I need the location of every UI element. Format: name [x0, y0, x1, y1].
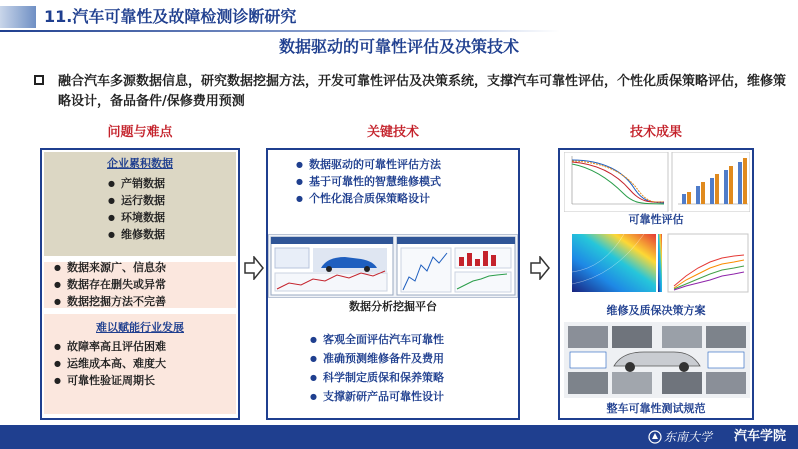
- list-item: ● 数据挖掘方法不完善: [54, 293, 236, 310]
- industry-impact-section: [44, 314, 236, 414]
- col3-heading: 技术成果: [629, 125, 682, 140]
- key-tech-list: [296, 156, 441, 207]
- square-bullet-icon: [34, 75, 44, 85]
- decision-caption: 维修及质保决策方案: [606, 304, 706, 317]
- header-accent: [0, 6, 36, 28]
- list-item: ● 故障率高且评估困难: [54, 338, 236, 355]
- list-item: ● 可靠性验证周期长: [54, 372, 236, 389]
- platform-caption: 数据分析挖掘平台: [349, 300, 437, 313]
- list-item: ● 数据来源广、信息杂: [54, 259, 236, 276]
- slide-subtitle: 数据驱动的可靠性评估及决策技术: [278, 37, 519, 56]
- list-item: ● 数据存在删失或异常: [54, 276, 236, 293]
- intro-text: 融合汽车多源数据信息，研究数据挖掘方法，开发可靠性评估及决策系统，支撑汽车可靠性评估，个性化质保策略评估，维修策略设计，备品备件/保修费用预测: [58, 74, 787, 109]
- list-item: ● 准确预测维修备件及费用: [310, 349, 444, 368]
- header-divider: [0, 30, 560, 32]
- sec2-list: [54, 259, 236, 310]
- list-item: ● 运行数据: [108, 192, 236, 209]
- outcomes-list: [310, 330, 444, 406]
- data-issues-section: [44, 262, 236, 308]
- sec1-list: [108, 175, 236, 243]
- list-item: ● 产销数据: [108, 175, 236, 192]
- sec3-title: 难以赋能行业发展: [96, 321, 184, 334]
- vehicle-test-photos: [564, 322, 750, 398]
- reliability-charts-image: [564, 152, 750, 212]
- platform-screenshot: [268, 234, 518, 298]
- list-item: ● 运维成本高、难度大: [54, 355, 236, 372]
- page-title: 11.汽车可靠性及故障检测诊断研究: [44, 7, 297, 26]
- right-arrow-icon: [530, 256, 550, 280]
- right-arrow-icon: [244, 256, 264, 280]
- list-item: ● 基于可靠性的智慧维修模式: [296, 173, 441, 190]
- sec1-title: 企业累积数据: [107, 157, 173, 170]
- list-item: ● 个性化混合质保策略设计: [296, 190, 441, 207]
- col2-heading: 关键技术: [366, 125, 419, 140]
- list-item: ● 支撑新研产品可靠性设计: [310, 387, 444, 406]
- list-item: ● 维修数据: [108, 226, 236, 243]
- decision-charts-image: [564, 232, 750, 302]
- university-emblem-icon: [648, 429, 662, 445]
- test-spec-caption: 整车可靠性测试规范: [606, 402, 706, 415]
- list-item: ● 客观全面评估汽车可靠性: [310, 330, 444, 349]
- reliability-caption: 可靠性评估: [628, 213, 684, 226]
- list-item: ● 数据驱动的可靠性评估方法: [296, 156, 441, 173]
- platform-ui-image: [269, 235, 517, 297]
- accumulated-data-section: [44, 152, 236, 256]
- col1-heading: 问题与难点: [107, 125, 173, 140]
- university-logo: 东南大学: [664, 430, 713, 444]
- school-name: 汽车学院: [734, 429, 787, 444]
- list-item: ● 环境数据: [108, 209, 236, 226]
- sec3-list: [54, 338, 236, 389]
- list-item: ● 科学制定质保和保养策略: [310, 368, 444, 387]
